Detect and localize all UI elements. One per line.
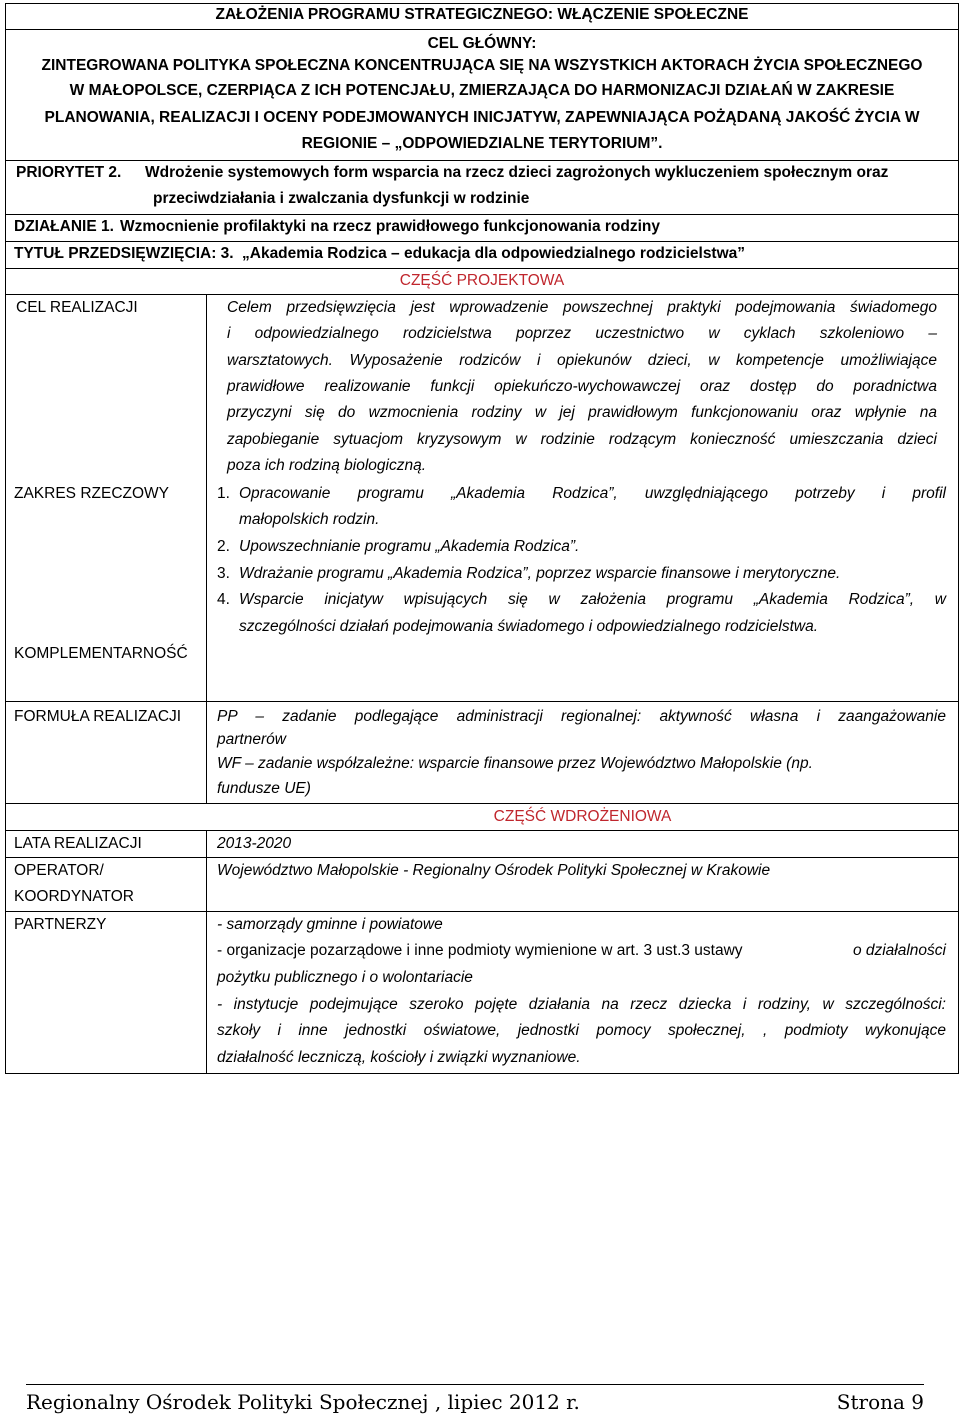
partners-line-2 [217, 938, 946, 964]
scope-item-3-line-1: Wdrażanie programu „Akademia Rodzica”, poprzez wsparcie finansowe i merytoryczne. [239, 565, 841, 582]
footer-rule [26, 1384, 924, 1385]
partners-line-2-a: - organizacje pozarządowe i inne podmioty wymienione w art. 3 ust.3 ustawy [217, 942, 743, 959]
operator-value: Województwo Małopolskie - Regionalny Ośrodek Polityki Społecznej w Krakowie [217, 862, 771, 879]
footer-page-number: Strona 9 [836, 1390, 924, 1414]
goal-line-4: REGIONIE – „ODPOWIEDZIALNE TERYTORIUM”. [301, 135, 663, 152]
rule-above-formula [5, 701, 959, 702]
formula-line-3: WF – zadanie współzależne: wsparcie finansowe przez Województwo Małopolskie (np. [217, 755, 813, 772]
formula-line-2: partnerów [217, 731, 286, 748]
partners-line-5: szkoły i inne jednostki oświatowe, jednostki pomocy społecznej, , podmioty wykonujące [217, 1022, 946, 1039]
action-text: Wzmocnienie profilaktyki na rzecz prawidłowego funkcjonowania rodziny [120, 218, 661, 235]
project-title-text: „Akademia Rodzica – edukacja dla odpowiedzialnego rodzicielstwa” [242, 245, 746, 262]
formula-label: FORMUŁA REALIZACJI [14, 708, 182, 725]
priority-line-1: Wdrożenie systemowych form wsparcia na rzecz dzieci zagrożonych wykluczeniem społecznym oraz [145, 164, 889, 181]
goal-row-line-2: i odpowiedzialnego rodzicielstwa poprzez uczestnictwo w cyklach szkoleniowo – [227, 325, 937, 342]
goal-line-3: PLANOWANIA, REALIZACJI I OCENY PODEJMOWANYCH INICJATYW, ZAPEWNIAJĄCA POŻĄDANĄ JAKOŚĆ ŻYCIA W [44, 109, 920, 126]
partners-label: PARTNERZY [14, 916, 107, 933]
complementarity-label: KOMPLEMENTARNOŚĆ [14, 645, 188, 662]
rule-under-title [5, 29, 959, 30]
priority-line-2: przeciwdziałania i zwalczania dysfunkcji w rodzinie [153, 190, 530, 207]
goal-row-line-4: prawidłowe realizowanie funkcji opiekuńczo-wychowawczej oraz dostęp do poradnictwa [227, 378, 937, 395]
rule-under-section-impl [5, 830, 959, 831]
goal-label: CEL GŁÓWNY: [427, 35, 537, 52]
action-label: DZIAŁANIE 1. [14, 218, 114, 235]
operator-label-1: OPERATOR/ [14, 862, 104, 879]
footer-organization: Regionalny Ośrodek Polityki Społecznej , lipiec 2012 r. [26, 1390, 580, 1414]
scope-item-3-num: 3. [217, 565, 230, 582]
column-divider-b [206, 701, 207, 803]
scope-item-4-num: 4. [217, 591, 230, 608]
partners-line-2-b: o działalności [852, 942, 946, 959]
goal-row-line-7: poza ich rodziną biologiczną. [227, 457, 427, 474]
operator-label-2: KOORDYNATOR [14, 888, 134, 905]
rule-under-operator [5, 911, 959, 912]
column-divider-c [206, 830, 207, 1074]
formula-line-4: fundusze UE) [217, 780, 311, 797]
years-value: 2013-2020 [217, 835, 292, 852]
goal-row-line-6: zapobieganie sytuacjom kryzysowym w rodzinie rodzącym konieczność umieszczania dzieci [227, 431, 937, 448]
scope-item-2-num: 2. [217, 538, 230, 555]
scope-item-1-num: 1. [217, 485, 230, 502]
goal-line-2: W MAŁOPOLSCE, CZERPIĄCA Z ICH POTENCJAŁU, ZMIERZAJĄCA DO HARMONIZACJI DZIAŁAŃ W ZAKRESIE [69, 82, 895, 99]
goal-row-line-5: przyczyni się do wzmocnienia rodziny w jej prawidłowym funkcjonowaniu oraz wpłynie na [227, 404, 937, 421]
partners-line-4: - instytucje podejmujące szeroko pojęte działania na rzecz dziecka i rodziny, w szczególności: [217, 996, 946, 1013]
goal-row-line-1: Celem przedsięwzięcia jest wprowadzenie powszechnej praktyki podejmowania świadomego [227, 299, 937, 316]
partners-line-3: pożytku publicznego i o wolontariacie [217, 969, 473, 986]
partners-line-6: działalność leczniczą, kościoły i związki wyznaniowe. [217, 1049, 581, 1066]
goal-row-line-3: warsztatowych. Wyposażenie rodziców i opiekunów dzieci, w kompetencje umożliwiające [227, 352, 937, 369]
partners-line-1: - samorządy gminne i powiatowe [217, 916, 443, 933]
column-divider-a [206, 294, 207, 701]
formula-line-1: PP – zadanie podlegające administracji regionalnej: aktywność własna i zaangażowanie [217, 708, 946, 725]
scope-item-2-line-1: Upowszechnianie programu „Akademia Rodzica”. [239, 538, 580, 555]
scope-row-label: ZAKRES RZECZOWY [14, 485, 170, 502]
goal-line-1: ZINTEGROWANA POLITYKA SPOŁECZNA KONCENTRUJĄCA SIĘ NA WSZYSTKICH AKTORACH ŻYCIA SPOŁECZNEGO [41, 57, 923, 74]
section-project-heading: CZĘŚĆ PROJEKTOWA [399, 272, 565, 289]
priority-label: PRIORYTET 2. [16, 164, 122, 181]
scope-item-4-line-2: szczególności działań podejmowania świadomego i odpowiedzialnego rodzicielstwa. [239, 618, 818, 635]
page-title: ZAŁOŻENIA PROGRAMU STRATEGICZNEGO: WŁĄCZENIE SPOŁECZNE [215, 6, 749, 23]
scope-item-1-line-2: małopolskich rodzin. [239, 511, 380, 528]
scope-item-1-line-1: Opracowanie programu „Akademia Rodzica”, uwzględniającego potrzeby i profil [239, 485, 946, 502]
scope-item-4-line-1: Wsparcie inicjatyw wpisujących się w założenia programu „Akademia Rodzica”, w [239, 591, 946, 608]
years-label: LATA REALIZACJI [14, 835, 142, 852]
project-title-label: TYTUŁ PRZEDSIĘWZIĘCIA: 3. [14, 245, 234, 262]
goal-row-label: CEL REALIZACJI [16, 299, 138, 316]
section-implementation-heading: CZĘŚĆ WDROŻENIOWA [493, 808, 672, 825]
